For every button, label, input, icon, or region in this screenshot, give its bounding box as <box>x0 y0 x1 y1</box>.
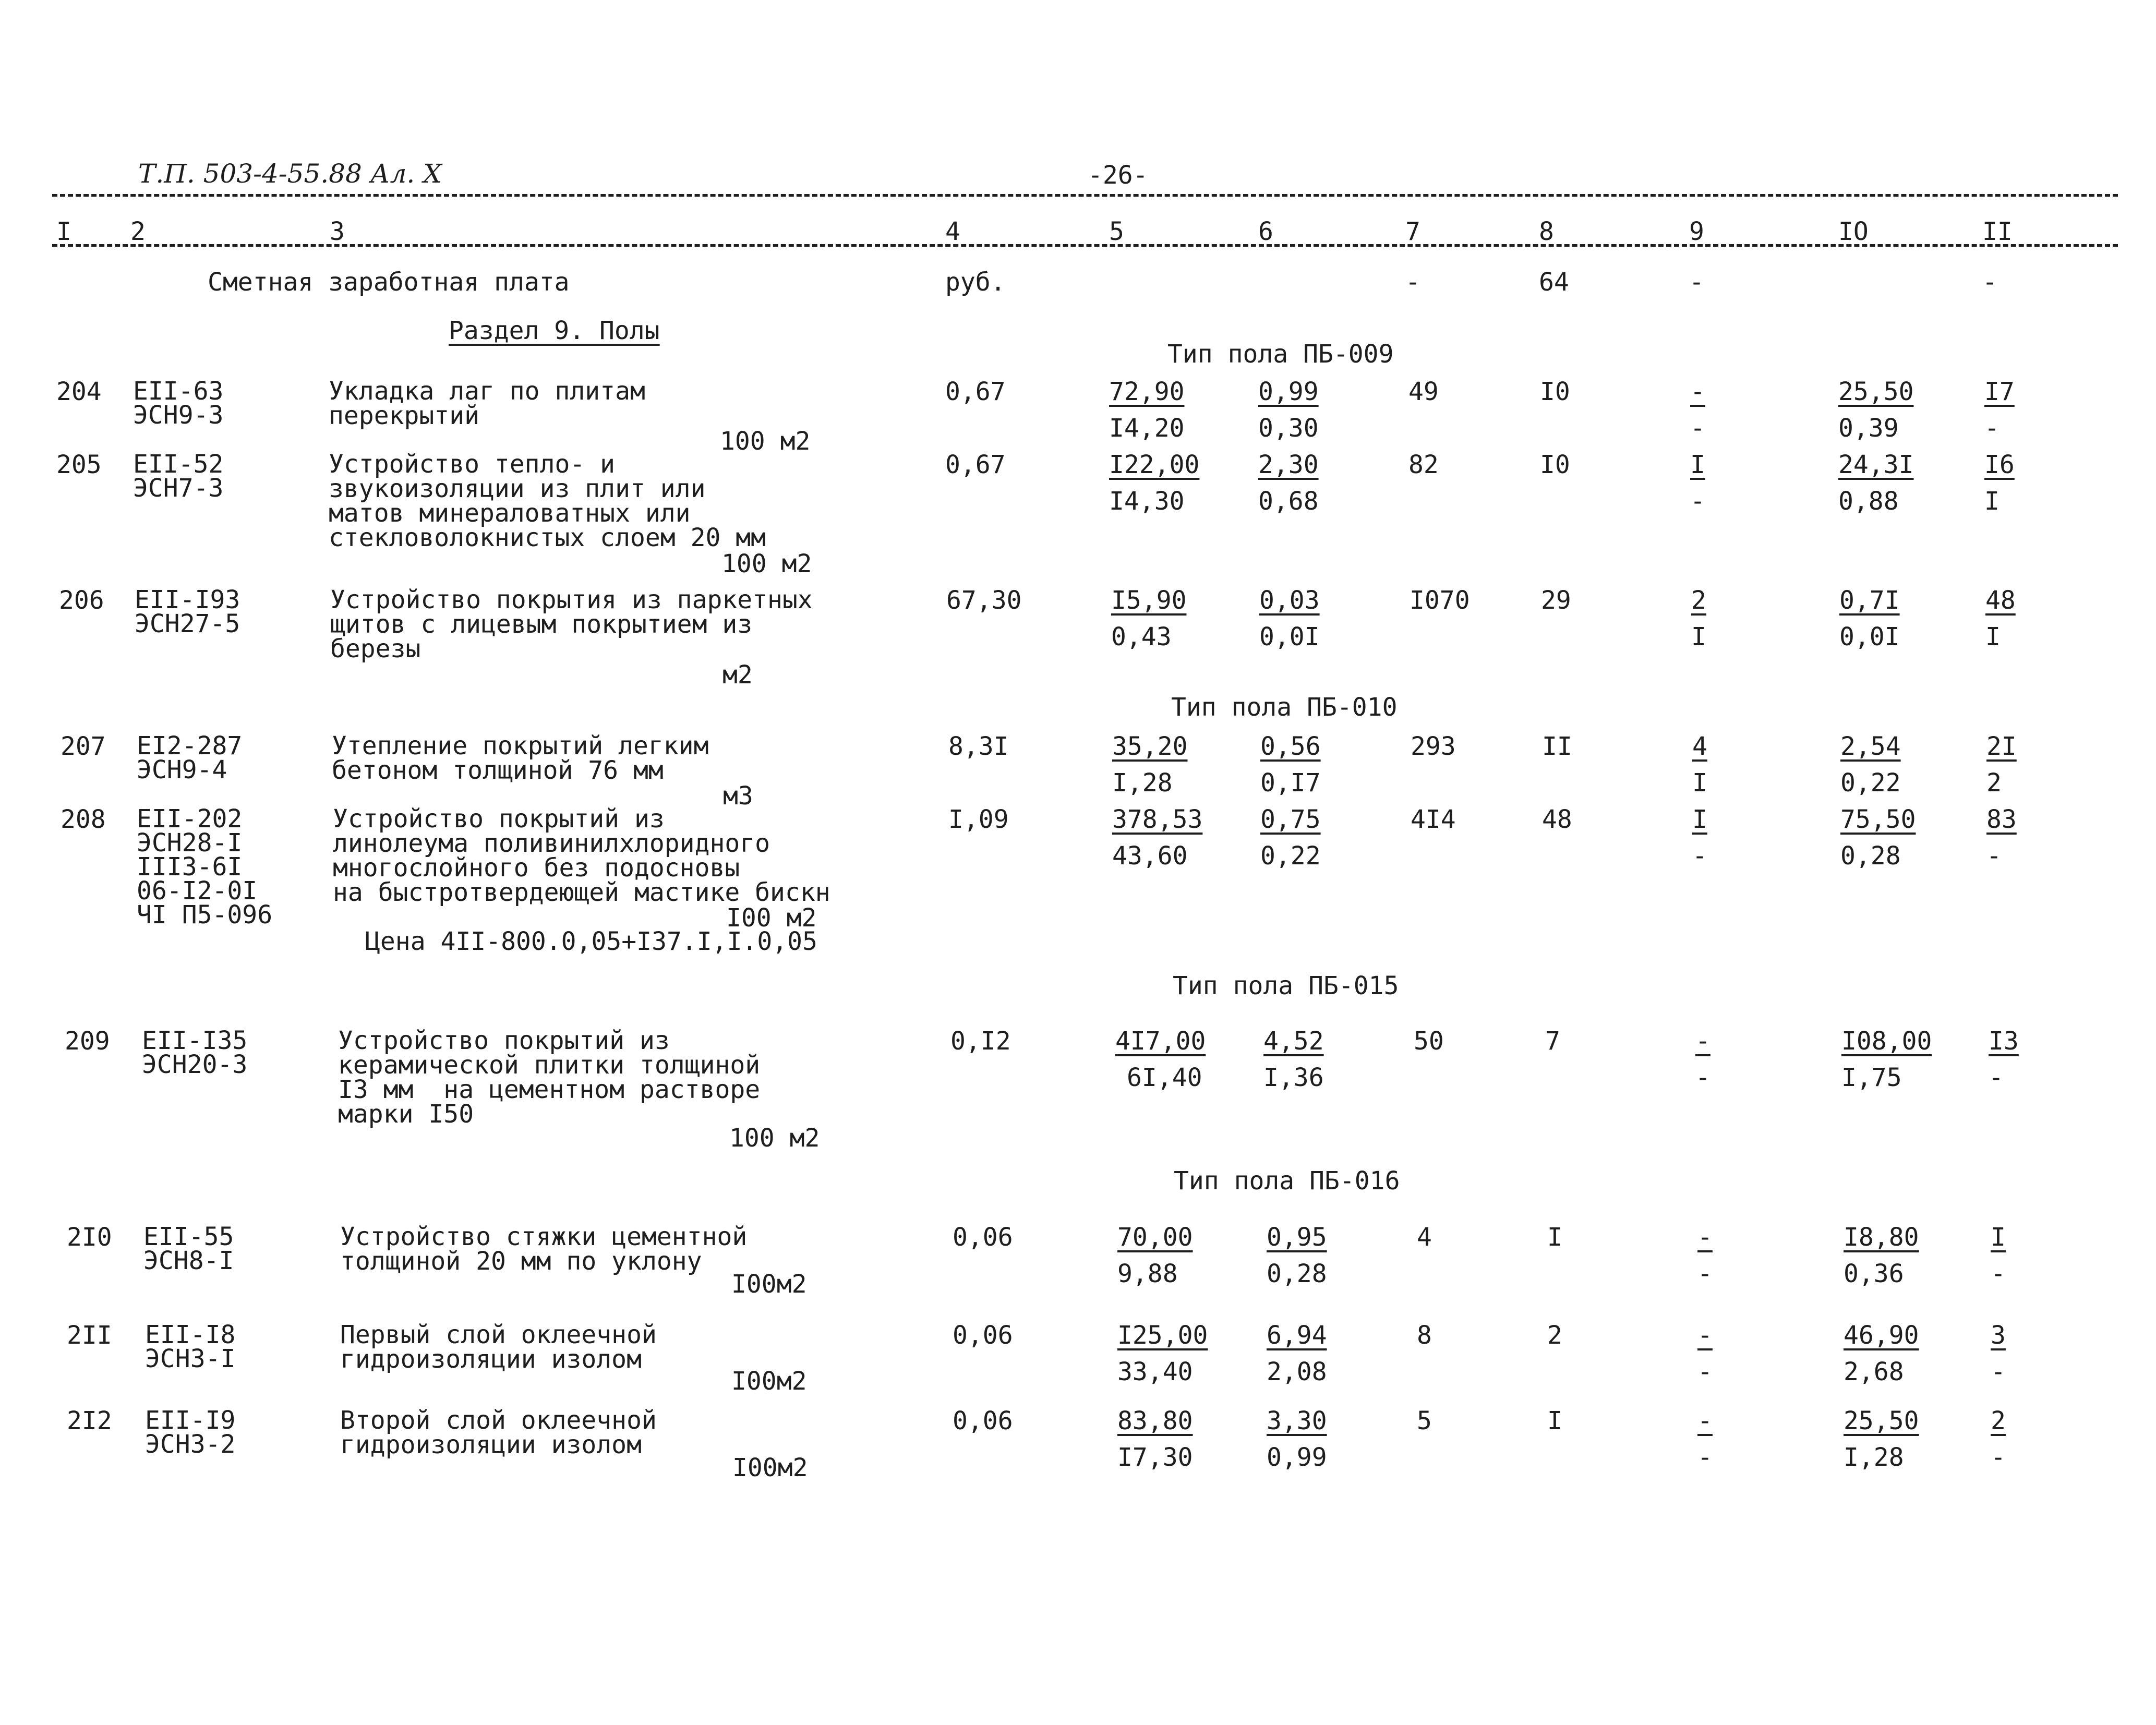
row-col6-bottom: 2,08 <box>1267 1357 1327 1386</box>
row-col7: 5 <box>1417 1406 1432 1436</box>
row-description: Укладка лаг по плитам перекрытий <box>329 377 645 430</box>
row-col10-top: 2,54 <box>1840 732 1901 761</box>
row-code: EII-I93 ЭСН27-5 <box>135 585 240 638</box>
floor-type-heading: Тип пола ПБ-016 <box>1174 1166 1400 1196</box>
row-col5-bottom: 33,40 <box>1117 1357 1193 1386</box>
row-col8: I <box>1547 1406 1562 1436</box>
row-col11-top: 83 <box>1986 805 2017 834</box>
column-header-3: 3 <box>330 217 345 246</box>
row-description: Второй слой оклеечной гидроизоляции изолом <box>340 1406 657 1459</box>
row-col5-top: 378,53 <box>1112 805 1203 834</box>
row-col11-bottom: - <box>1986 841 2002 871</box>
row-code: EII-I8 ЭСН3-I <box>145 1320 236 1373</box>
row-col11-top: I6 <box>1984 450 2015 479</box>
row-number: 207 <box>61 732 106 761</box>
header-divider-bottom <box>52 244 2118 247</box>
row-col11-bottom: - <box>1991 1357 2006 1386</box>
row-col8: I0 <box>1540 450 1570 479</box>
row-col6-top: 4,52 <box>1263 1027 1324 1056</box>
row-col7: I070 <box>1410 586 1470 615</box>
floor-type-heading: Тип пола ПБ-010 <box>1171 693 1398 722</box>
row-col11-top: 48 <box>1985 586 2016 615</box>
row-col5-bottom: I4,20 <box>1109 414 1185 443</box>
row-code: EII-52 ЭСН7-3 <box>133 450 224 503</box>
row-col9-top: - <box>1697 1406 1713 1436</box>
row-col11-bottom: 2 <box>1986 768 2002 798</box>
row-col10-bottom: I,75 <box>1841 1063 1902 1092</box>
page-number: -26- <box>1088 161 1148 190</box>
row-code: EI2-287 ЭСН9-4 <box>137 731 243 785</box>
row-col6-bottom: 0,28 <box>1267 1259 1327 1288</box>
row-col7: 4I4 <box>1411 805 1456 834</box>
row-col5-bottom: 43,60 <box>1112 841 1188 871</box>
row-unit: м3 <box>723 781 753 811</box>
row-col6-bottom: 0,68 <box>1258 487 1319 516</box>
row-col9-bottom: - <box>1692 841 1707 871</box>
row-number: 206 <box>59 586 104 615</box>
row-col9-top: - <box>1695 1027 1711 1056</box>
row-col6-bottom: 0,0I <box>1259 622 1320 652</box>
column-header-5: 5 <box>1109 217 1124 246</box>
row-col5-bottom: I,28 <box>1112 768 1173 798</box>
row-col9-bottom: - <box>1697 1259 1713 1288</box>
row-col6-top: 0,99 <box>1258 377 1319 406</box>
row-quantity: 0,I2 <box>950 1027 1011 1056</box>
row-col6-bottom: 0,30 <box>1258 414 1319 443</box>
row-description: Устройство покрытий из линолеума поливинилхлоридного многослойного без подосновы на быстротвердеющей мастике бискн <box>333 804 830 907</box>
row-description: Устройство стяжки цементной толщиной 20 мм по уклону <box>340 1222 748 1276</box>
row-col10-bottom: 0,28 <box>1840 841 1901 871</box>
row-col6-bottom: 0,I7 <box>1260 768 1321 798</box>
row-col11-top: I3 <box>1989 1027 2019 1056</box>
row-quantity: 0,06 <box>953 1223 1013 1252</box>
wage-row-label: Сметная заработная плата <box>208 268 570 297</box>
row-description: Устройство тепло- и звукоизоляции из плит или матов минераловатных или стекловолокнистых слоем 20 мм <box>329 450 766 552</box>
wage-row-col11: - <box>1982 268 1997 297</box>
row-col5-top: 83,80 <box>1117 1406 1193 1436</box>
row-col5-bottom: 6I,40 <box>1127 1063 1202 1092</box>
column-header-7: 7 <box>1405 217 1420 246</box>
column-header-2: 2 <box>130 217 146 246</box>
row-col8: 7 <box>1545 1027 1560 1056</box>
wage-row-col8: 64 <box>1539 268 1569 297</box>
row-col9-top: 4 <box>1692 732 1707 761</box>
row-col11-top: I7 <box>1984 377 2015 406</box>
row-code: EII-202 ЭСН28-I III3-6I 06-I2-0I ЧI П5-096 <box>137 804 273 930</box>
row-col7: 8 <box>1417 1321 1432 1350</box>
row-col10-bottom: 0,36 <box>1844 1259 1904 1288</box>
row-col9-top: - <box>1697 1321 1713 1350</box>
row-col11-bottom: I <box>1984 487 2000 516</box>
section-title: Раздел 9. Полы <box>449 316 660 345</box>
row-col9-bottom: - <box>1690 414 1705 443</box>
row-col8: I <box>1547 1223 1562 1252</box>
row-col9-top: I <box>1690 450 1705 479</box>
row-col7: 293 <box>1411 732 1456 761</box>
wage-row-col9: - <box>1689 268 1704 297</box>
row-col10-bottom: I,28 <box>1844 1443 1904 1472</box>
row-col10-top: 25,50 <box>1838 377 1914 406</box>
row-quantity: 0,06 <box>953 1406 1013 1436</box>
row-col9-bottom: - <box>1697 1357 1713 1386</box>
row-col11-bottom: - <box>1984 414 2000 443</box>
row-unit: 100 м2 <box>721 549 812 578</box>
row-unit: I00м2 <box>731 1270 807 1299</box>
row-number: 208 <box>61 805 106 834</box>
row-col9-top: 2 <box>1691 586 1706 615</box>
document-reference: Т.П. 503-4-55.88 Ал. Х <box>138 159 442 189</box>
row-col5-bottom: I4,30 <box>1109 487 1185 516</box>
row-col8: I0 <box>1540 377 1570 406</box>
row-col6-top: 0,95 <box>1267 1223 1327 1252</box>
row-col10-top: 25,50 <box>1844 1406 1919 1436</box>
row-code: EII-I9 ЭСН3-2 <box>145 1406 236 1459</box>
row-description: Утепление покрытий легким бетоном толщиной 76 мм <box>332 731 709 785</box>
row-col11-top: 2I <box>1986 732 2017 761</box>
row-col11-top: 3 <box>1991 1321 2006 1350</box>
row-col6-top: 6,94 <box>1267 1321 1327 1350</box>
row-number: 2I0 <box>67 1223 112 1252</box>
row-col10-top: I8,80 <box>1844 1223 1919 1252</box>
row-col5-top: I22,00 <box>1109 450 1200 479</box>
row-col10-bottom: 0,22 <box>1840 768 1901 798</box>
row-col11-bottom: - <box>1989 1063 2004 1092</box>
row-col5-bottom: 9,88 <box>1117 1259 1178 1288</box>
row-description: Первый слой оклеечной гидроизоляции изолом <box>340 1320 657 1374</box>
row-col5-top: 72,90 <box>1109 377 1185 406</box>
row-col11-bottom: - <box>1991 1443 2006 1472</box>
row-col10-top: 24,3I <box>1838 450 1914 479</box>
column-header-4: 4 <box>945 217 960 246</box>
row-col11-top: I <box>1991 1223 2006 1252</box>
row-code: EII-63 ЭСН9-3 <box>133 377 224 430</box>
row-col8: 2 <box>1547 1321 1562 1350</box>
row-code: EII-I35 ЭСН20-3 <box>142 1026 248 1079</box>
row-col7: 82 <box>1408 450 1439 479</box>
row-col10-top: 75,50 <box>1840 805 1916 834</box>
row-col8: II <box>1542 732 1572 761</box>
row-col6-top: 3,30 <box>1267 1406 1327 1436</box>
row-col5-bottom: 0,43 <box>1111 622 1172 652</box>
column-header-9: 9 <box>1689 217 1704 246</box>
row-col9-top: I <box>1692 805 1707 834</box>
row-col9-top: - <box>1697 1223 1713 1252</box>
row-col6-top: 2,30 <box>1258 450 1319 479</box>
row-col6-top: 0,03 <box>1259 586 1320 615</box>
row-col10-top: I08,00 <box>1841 1027 1932 1056</box>
row-quantity: I,09 <box>948 805 1009 834</box>
row-col6-top: 0,75 <box>1260 805 1321 834</box>
row-quantity: 67,30 <box>946 586 1022 615</box>
row-unit: 100 м2 <box>720 427 811 456</box>
row-col9-bottom: - <box>1697 1443 1713 1472</box>
row-col11-bottom: I <box>1985 622 2001 652</box>
row-number: 205 <box>56 450 102 479</box>
header-divider-top <box>52 194 2118 197</box>
row-col10-bottom: 0,88 <box>1838 487 1899 516</box>
column-header-10: IO <box>1838 217 1869 246</box>
column-header-8: 8 <box>1539 217 1554 246</box>
row-col10-bottom: 0,39 <box>1838 414 1899 443</box>
row-col5-top: I5,90 <box>1111 586 1187 615</box>
column-header-6: 6 <box>1258 217 1273 246</box>
row-col9-bottom: - <box>1695 1063 1711 1092</box>
row-col5-top: I25,00 <box>1117 1321 1208 1350</box>
row-col5-top: 35,20 <box>1112 732 1188 761</box>
row-description: Устройство покрытий из керамической плитки толщиной I3 мм на цементном растворе марки I50 <box>338 1026 761 1129</box>
row-col11-bottom: - <box>1991 1259 2006 1288</box>
row-number: 2II <box>67 1321 112 1350</box>
row-col6-bottom: I,36 <box>1263 1063 1324 1092</box>
row-col9-bottom: - <box>1690 487 1705 516</box>
row-col10-bottom: 0,0I <box>1839 622 1900 652</box>
row-col6-bottom: 0,99 <box>1267 1443 1327 1472</box>
row-col10-top: 46,90 <box>1844 1321 1919 1350</box>
row-number: 2I2 <box>67 1406 112 1436</box>
wage-row-col7: - <box>1405 268 1420 297</box>
wage-row-unit: руб. <box>945 268 1006 297</box>
row-quantity: 0,67 <box>945 450 1006 479</box>
row-col6-top: 0,56 <box>1260 732 1321 761</box>
row-description: Устройство покрытия из паркетных щитов с лицевым покрытием из березы <box>330 585 813 664</box>
row-col5-top: 70,00 <box>1117 1223 1193 1252</box>
row-unit: I00м2 <box>731 1367 807 1396</box>
row-col11-top: 2 <box>1991 1406 2006 1436</box>
row-col10-bottom: 2,68 <box>1844 1357 1904 1386</box>
floor-type-heading: Тип пола ПБ-015 <box>1173 971 1399 1000</box>
row-col7: 50 <box>1414 1027 1444 1056</box>
row-col5-top: 4I7,00 <box>1115 1027 1206 1056</box>
row-quantity: 0,67 <box>945 377 1006 406</box>
row-quantity: 8,3I <box>948 732 1009 761</box>
row-col9-bottom: I <box>1691 622 1706 652</box>
row-number: 204 <box>56 377 102 406</box>
row-unit: 100 м2 <box>729 1124 820 1153</box>
column-header-1: I <box>56 217 71 246</box>
row-col7: 4 <box>1417 1223 1432 1252</box>
row-col9-top: - <box>1690 377 1705 406</box>
floor-type-heading: Тип пола ПБ-009 <box>1167 340 1394 369</box>
row-col6-bottom: 0,22 <box>1260 841 1321 871</box>
row-price-formula: Цена 4II-800.0,05+I37.I,I.0,05 <box>365 927 817 956</box>
row-col9-bottom: I <box>1692 768 1707 798</box>
column-header-11: II <box>1982 217 2013 246</box>
row-col8: 29 <box>1541 586 1571 615</box>
row-col10-top: 0,7I <box>1839 586 1900 615</box>
row-col8: 48 <box>1542 805 1572 834</box>
row-code: EII-55 ЭСН8-I <box>143 1222 234 1275</box>
row-col7: 49 <box>1408 377 1439 406</box>
row-unit: I00 м2 <box>726 903 817 933</box>
row-unit: м2 <box>722 660 753 690</box>
row-unit: I00м2 <box>732 1453 808 1482</box>
row-number: 209 <box>65 1027 110 1056</box>
row-col5-bottom: I7,30 <box>1117 1443 1193 1472</box>
row-quantity: 0,06 <box>953 1321 1013 1350</box>
